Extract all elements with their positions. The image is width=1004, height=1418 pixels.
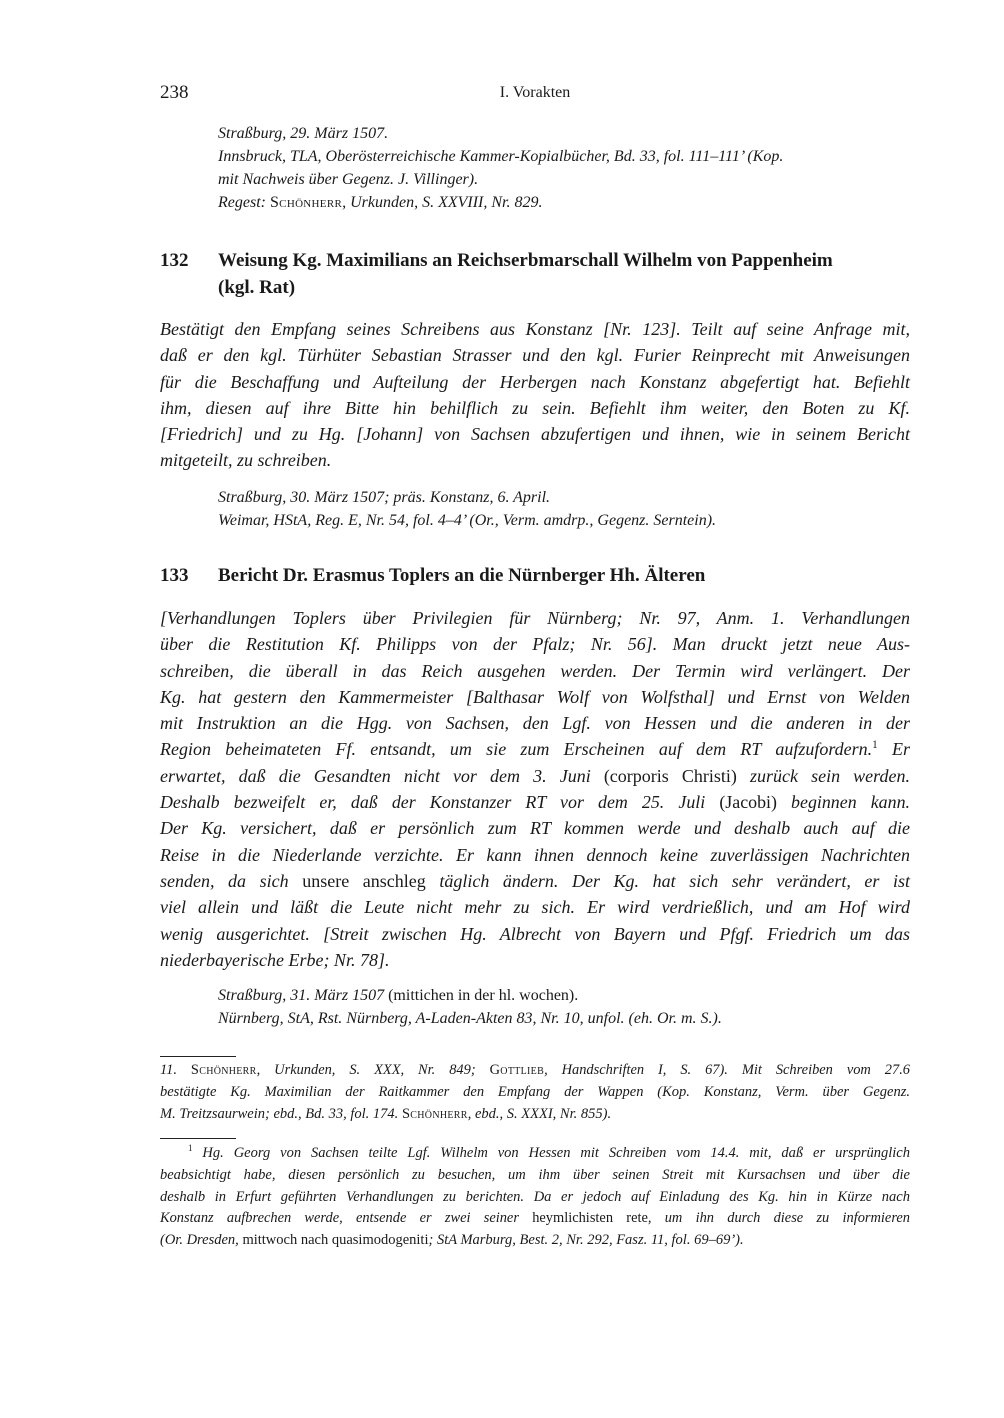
regest-line: senden, da sich unsere anschleg täglich ändern. Der Kg. hat sich sehr verändert, er ist [160,870,910,891]
source-line: Weimar, HStA, Reg. E, Nr. 54, fol. 4–4’ (Or., Verm. amdrp., Gegenz. Serntein). [218,512,717,529]
regest-line: Region beheimateten Ff. entsandt, um sie zum Erscheinen auf dem RT aufzufordern.$^1$ Er [160,739,910,760]
quoted-source-text: (corporis Christi) [603,765,737,786]
doc-number: 132 [160,250,189,271]
doc-title-line: (kgl. Rat) [218,277,296,298]
regest-line: wenig ausgerichtet. [Streit zwischen Hg. Albrecht von Bayern und Pfgf. Friedrich um das [160,923,910,944]
source-line: mit Nachweis über Gegenz. J. Villinger). [218,171,479,188]
regest-line: schreiben, die überall in das Reich ausgehen werden. Der Termin wird verlängert. Der [160,660,910,681]
regest-line: mitgeteilt, zu schreiben. [160,450,332,471]
author-name: Schönherr [269,194,343,211]
regest-line: daß er den kgl. Türhüter Sebastian Strasser und den kgl. Furier Reinprecht mit Anweisungen [160,345,910,366]
regest-line: über die Restitution Kf. Philipps von der Pfalz; Nr. 56]. Man druckt jetzt neue Aus- [160,634,910,655]
footnote-rule [160,1138,236,1139]
regest-line: [Friedrich] und zu Hg. [Johann] von Sachsen abzufertigen und ihnen, wie in seinem Bericht [160,424,910,445]
regest-line: mit Instruktion an die Hgg. von Sachsen, den Lgf. von Hessen und die anderen in der [160,713,910,734]
running-head: I. Vorakten [499,84,571,101]
source-line: Innsbruck, TLA, Oberösterreichische Kammer-Kopialbücher, Bd. 33, fol. 111–111’ (Kop. [218,148,784,165]
quoted-source-text: (Jacobi) [719,792,777,813]
note-line: beabsichtigt habe, diesen persönlich zu besuchen, um ihm über seinen Streit mit Kursachsen und über die [160,1166,910,1183]
quoted-source-text: unsere anschleg [302,870,426,891]
quoted-source-text: heymlichisten rete [532,1210,648,1227]
doc-132-source [218,486,910,532]
footnote-rule [160,1056,236,1057]
regest-line: niederbayerische Erbe; Nr. 78]. [160,949,390,970]
doc-132-heading [160,247,910,303]
note-line: M. Treitzsaurwein; ebd., Bd. 33, fol. 174. Schönherr, ebd., S. XXXI, Nr. 855). [160,1105,612,1122]
doc-133-heading [160,562,910,590]
source-line: Straßburg, 31. März 1507 (mittichen in der hl. wochen). [218,987,579,1004]
doc-132-regest [160,316,910,474]
quoted-source-text: mittwoch nach quasimodogeniti [242,1232,429,1249]
doc-133-source [218,984,910,1030]
note-line: deshalb in Erfurt geführten Verhandlungen zu berichten. Da er jedoch auf Einladung des Kg. hin in Kürze nach [160,1188,910,1205]
regest-line: für die Beschaffung und Aufteilung der Herbergen nach Konstanz abgefertigt hat. Befiehlt [160,371,910,392]
doc-title-line: Weisung Kg. Maximilians an Reichserbmarschall Wilhelm von Pappenheim [218,250,833,271]
note-line: Konstanz aufbrechen werde, entsende er zwei seiner heymlichisten rete, um ihn durch diese zu informieren [160,1210,910,1227]
regest-reference: Regest: Schönherr, Urkunden, S. XXVIII, Nr. 829. [218,194,543,211]
regest-line: ihm, diesen auf ihre Bitte hin behilflich zu sein. Befiehlt ihm weiter, den Boten zu Kf. [160,397,910,418]
regest-line: Reise in die Niederlande verzichte. Er kann ihnen dennoch keine zuverlässigen Nachrichten [160,844,910,865]
author-name: Schönherr [401,1105,468,1122]
author-name: Gottlieb [489,1062,545,1078]
source-line: Nürnberg, StA, Rst. Nürnberg, A-Laden-Akten 83, Nr. 10, unfol. (eh. Or. m. S.). [218,1010,722,1027]
numbered-note [160,1060,910,1125]
source-line: Straßburg, 30. März 1507; präs. Konstanz, 6. April. [218,489,551,506]
regest-line: erwartet, daß die Gesandten nicht vor dem 3. Juni (corporis Christi) zurück sein werden. [160,765,910,786]
note-line: $^1$ Hg. Georg von Sachsen teilte Lgf. Wilhelm von Hessen mit Schreiben vom 14.4. mit, daß er ursprünglich [188,1143,910,1161]
note-line: 11. Schönherr, Urkunden, S. XXX, Nr. 849; Gottlieb, Handschriften I, S. 67). Mit Schreiben vom 27.6 [160,1062,910,1078]
doc-title-line: Bericht Dr. Erasmus Toplers an die Nürnberger Hh. Älteren [218,565,706,586]
quoted-source-text: (mittichen in der hl. wochen). [384,987,579,1004]
regest-line: Kg. hat gestern den Kammermeister [Balthasar Wolf von Wolfsthal] und Ernst von Welden [160,686,910,707]
regest-line: Bestätigt den Empfang seines Schreibens aus Konstanz [Nr. 123]. Teilt auf seine Anfrage mit, [160,319,910,339]
page-number: 238 [160,82,189,103]
author-name: Schönherr [190,1062,257,1078]
doc-133-regest [160,605,910,973]
note-line: (Or. Dresden, mittwoch nach quasimodogeniti; StA Marburg, Best. 2, Nr. 292, Fasz. 11, fol. 69–69’). [160,1232,744,1249]
source-line: Straßburg, 29. März 1507. [218,125,389,142]
footnote-1 [160,1143,910,1252]
footnote-marker[interactable]: 1 [872,739,878,752]
regest-line: Der Kg. versichert, daß er persönlich zum RT kommen werde und deshalb auch auf die [160,818,910,839]
regest-line: [Verhandlungen Toplers über Privilegien für Nürnberg; Nr. 97, Anm. 1. Verhandlungen [160,608,910,628]
note-line: bestätigte Kg. Maximilian der Raitkammer den Empfang der Wappen (Kop. Konstanz, Verm. über Gegenz. [160,1083,910,1100]
doc-number: 133 [160,565,189,586]
regest-line: viel allein und läßt die Leute nicht mehr zu sich. Er wird verdrießlich, und am Hof wird [160,897,910,918]
regest-line: Deshalb bezweifelt er, daß der Konstanzer RT vor dem 25. Juli (Jacobi) beginnen kann. [160,792,910,813]
prev-entry-source [218,122,910,214]
page-header [160,82,910,108]
footnote-marker: 1 [188,1143,193,1154]
